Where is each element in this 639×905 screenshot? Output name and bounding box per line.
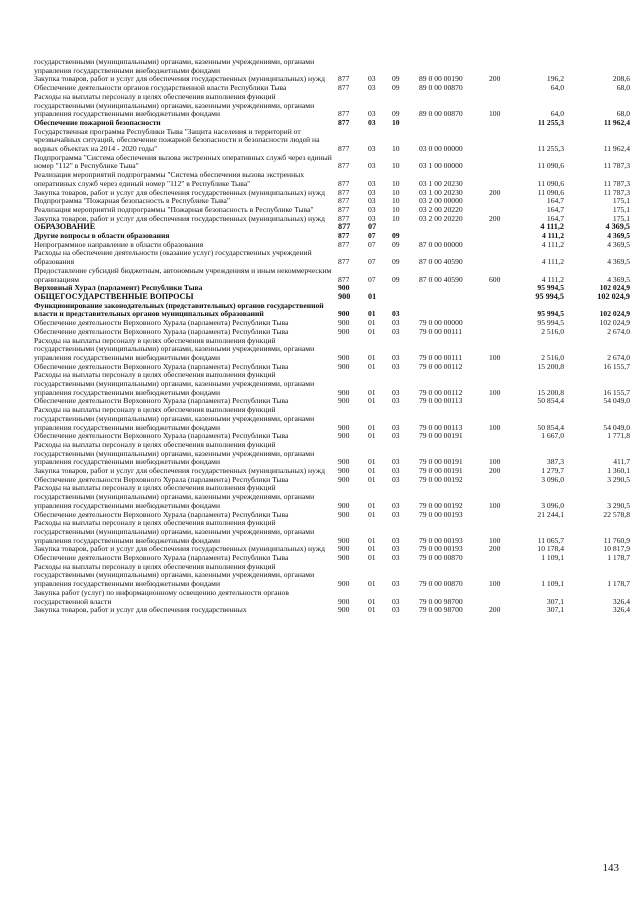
dept-code-cell: 877 (338, 222, 351, 232)
dept-code-cell: 877 (338, 74, 350, 84)
dept-code-cell: 900 (338, 431, 350, 441)
table-row (34, 371, 630, 397)
amount-year2-cell: 1 178,7 (607, 553, 630, 563)
row-name: Обеспечение деятельности органов государственной власти Республики Тыва (34, 83, 287, 93)
subsection-code-cell: 10 (392, 204, 400, 214)
section-code-cell: 01 (368, 309, 376, 319)
row-name: ОБРАЗОВАНИЕ (34, 222, 96, 232)
expense-type-cell: 100 (489, 422, 501, 432)
page-number: 143 (602, 862, 619, 874)
subsection-code-cell: 03 (392, 431, 400, 441)
dept-code-cell: 877 (338, 196, 350, 206)
amount-year1-cell: 1 109,1 (541, 579, 564, 589)
row-name: Реализация мероприятий подпрограммы "Пожарная безопасность в Республике Тыва" (34, 204, 314, 214)
target-article-cell: 79 0 00 00870 (419, 579, 463, 589)
dept-code-cell: 900 (338, 466, 350, 476)
section-code-cell: 01 (368, 422, 376, 432)
subsection-code-cell: 03 (392, 500, 400, 510)
subsection-code-cell: 10 (392, 187, 400, 197)
subsection-code-cell: 10 (392, 117, 400, 127)
row-name: Обеспечение деятельности Верховного Хурала (парламента) Республики Тыва (34, 431, 289, 441)
dept-code-cell: 900 (338, 605, 350, 615)
row-name: Подпрограмма "Пожарная безопасность в Республике Тыва" (34, 196, 230, 206)
section-code-cell: 01 (368, 431, 376, 441)
section-code-cell: 03 (368, 109, 376, 119)
dept-code-cell: 877 (338, 257, 350, 267)
subsection-code-cell: 10 (392, 144, 400, 154)
amount-year1-cell: 11 090,6 (537, 178, 564, 188)
amount-year2-cell: 326,4 (612, 605, 630, 615)
amount-year2-cell: 22 578,8 (603, 509, 630, 519)
amount-year1-cell: 95 994,5 (537, 309, 564, 319)
expense-type-cell: 100 (489, 352, 501, 362)
dept-code-cell: 877 (338, 117, 350, 127)
section-code-cell: 01 (368, 361, 376, 371)
amount-year1-cell: 164,7 (546, 204, 564, 214)
row-name: Расходы на выплаты персоналу в целях обеспечения выполнения функций государственными (муниципальными) органами, казенными учреждениями, органами управления государственными внебюджетными фондами (34, 483, 315, 510)
section-code-cell: 01 (368, 352, 376, 362)
target-article-cell: 03 1 00 20230 (419, 178, 463, 188)
row-name: Другие вопросы в области образования (34, 231, 170, 241)
amount-year1-cell: 3 096,0 (541, 500, 564, 510)
amount-year2-cell: 175,1 (612, 204, 630, 214)
amount-year2-cell: 326,4 (612, 596, 630, 606)
dept-code-cell: 877 (338, 231, 350, 241)
dept-code-cell: 877 (338, 204, 350, 214)
target-article-cell: 03 1 00 20230 (419, 187, 463, 197)
row-name: Расходы на обеспечение деятельности (оказание услуг) государственных учреждений образования (34, 248, 312, 267)
subsection-code-cell: 03 (392, 318, 400, 328)
amount-year1-cell: 164,7 (546, 196, 564, 206)
amount-year1-cell: 50 854,4 (537, 422, 564, 432)
table-row (34, 519, 630, 545)
amount-year2-cell: 2 674,0 (607, 326, 630, 336)
dept-code-cell: 900 (338, 309, 350, 319)
amount-year1-cell: 50 854,4 (537, 396, 564, 406)
table-row (34, 606, 630, 615)
table-row (34, 441, 630, 467)
target-article-cell: 79 0 00 00113 (419, 396, 463, 406)
subsection-code-cell: 03 (392, 474, 400, 484)
amount-year2-cell: 54 049,0 (603, 422, 630, 432)
table-row (34, 128, 630, 154)
amount-year1-cell: 11 255,3 (537, 144, 564, 154)
amount-year2-cell: 208,6 (612, 74, 630, 84)
amount-year1-cell: 2 516,0 (541, 352, 564, 362)
table-row (34, 406, 630, 432)
subsection-code-cell: 10 (392, 161, 400, 171)
subsection-code-cell: 03 (392, 457, 400, 467)
dept-code-cell: 900 (338, 387, 350, 397)
amount-year1-cell: 11 255,3 (537, 117, 564, 127)
amount-year2-cell: 11 760,9 (603, 535, 630, 545)
section-code-cell: 01 (368, 474, 376, 484)
target-article-cell: 79 0 00 00870 (419, 553, 463, 563)
row-name: Реализация мероприятий подпрограммы "Система обеспечения вызова экстренных оперативных служб через единый номер "112" в Республике Тыва" (34, 170, 305, 188)
subsection-code-cell: 03 (392, 309, 400, 319)
row-name: Верховный Хурал (парламент) Республики Тыва (34, 283, 203, 293)
section-code-cell: 03 (368, 144, 376, 154)
amount-year1-cell: 1 279,7 (541, 466, 564, 476)
subsection-code-cell: 10 (392, 178, 400, 188)
section-code-cell: 07 (368, 231, 376, 241)
dept-code-cell: 900 (338, 596, 350, 606)
expense-type-cell: 200 (489, 544, 501, 554)
target-article-cell: 79 0 00 98700 (419, 596, 463, 606)
subsection-code-cell: 03 (392, 466, 400, 476)
dept-code-cell: 877 (338, 83, 350, 93)
row-name: Предоставление субсидий бюджетным, автономным учреждениям и иным некоммерческим организациям (34, 265, 332, 284)
row-name: Закупка работ (услуг) по информационному освещению деятельности органов государственной власти (34, 587, 289, 606)
target-article-cell: 79 0 00 98700 (419, 605, 463, 615)
amount-year1-cell: 307,1 (546, 605, 564, 615)
amount-year2-cell: 4 369,5 (607, 239, 630, 249)
target-article-cell: 87 0 00 40590 (419, 274, 463, 284)
dept-code-cell: 900 (338, 579, 350, 589)
row-name: Непрограммное направление в области образования (34, 239, 204, 249)
dept-code-cell: 900 (338, 283, 350, 293)
row-name: Обеспечение деятельности Верховного Хурала (парламента) Республики Тыва (34, 361, 289, 371)
dept-code-cell: 900 (338, 422, 350, 432)
section-code-cell: 03 (368, 196, 376, 206)
amount-year2-cell: 102 024,9 (597, 291, 630, 301)
budget-table (34, 58, 630, 615)
target-article-cell: 03 0 00 00000 (419, 144, 463, 154)
amount-year2-cell: 102 024,9 (599, 318, 630, 328)
section-code-cell: 01 (368, 509, 376, 519)
expense-type-cell: 200 (489, 605, 501, 615)
amount-year2-cell: 16 155,7 (603, 387, 630, 397)
section-code-cell: 01 (368, 457, 376, 467)
row-name: Обеспечение деятельности Верховного Хурала (парламента) Республики Тыва (34, 318, 289, 328)
target-article-cell: 03 2 00 20220 (419, 213, 463, 223)
subsection-code-cell: 03 (392, 326, 400, 336)
target-article-cell: 87 0 00 00000 (419, 239, 463, 249)
section-code-cell: 07 (368, 274, 376, 284)
amount-year2-cell: 11 962,4 (603, 144, 630, 154)
dept-code-cell: 900 (338, 361, 350, 371)
table-row (34, 58, 630, 75)
dept-code-cell: 900 (338, 318, 350, 328)
amount-year2-cell: 102 024,9 (599, 283, 630, 293)
section-code-cell: 07 (368, 222, 377, 232)
amount-year1-cell: 1 667,0 (541, 431, 564, 441)
amount-year2-cell: 1 178,7 (607, 579, 630, 589)
row-name: Расходы на выплаты персоналу в целях обеспечения выполнения функций государственными (муниципальными) органами, казенными учреждениями, органами управления государственными внебюджетными фондами (34, 335, 315, 362)
amount-year1-cell: 10 178,4 (537, 544, 564, 554)
row-name: Закупка товаров, работ и услуг для обеспечения государственных (муниципальных) нужд (34, 544, 325, 554)
row-name: Закупка товаров, работ и услуг для обеспечения государственных (муниципальных) нужд (34, 74, 325, 84)
amount-year1-cell: 387,3 (546, 457, 564, 467)
amount-year2-cell: 175,1 (612, 213, 630, 223)
amount-year1-cell: 164,7 (546, 213, 564, 223)
subsection-code-cell: 03 (392, 553, 400, 563)
table-row (34, 484, 630, 510)
row-name: Расходы на выплаты персоналу в целях обеспечения выполнения функций государственными (муниципальными) органами, казенными учреждениями, органами управления государственными внебюджетными фондами (34, 518, 315, 545)
amount-year1-cell: 11 090,6 (537, 187, 564, 197)
table-row (34, 267, 630, 284)
dept-code-cell: 877 (338, 109, 350, 119)
amount-year1-cell: 1 109,1 (541, 553, 564, 563)
table-row (34, 154, 630, 171)
target-article-cell: 79 0 00 00191 (419, 457, 463, 467)
amount-year1-cell: 196,2 (546, 74, 564, 84)
amount-year2-cell: 54 049,0 (603, 396, 630, 406)
section-code-cell: 03 (368, 178, 376, 188)
amount-year2-cell: 10 817,9 (603, 544, 630, 554)
section-code-cell: 01 (368, 387, 376, 397)
subsection-code-cell: 03 (392, 361, 400, 371)
dept-code-cell: 877 (338, 213, 350, 223)
table-row (34, 563, 630, 589)
section-code-cell: 01 (368, 318, 376, 328)
target-article-cell: 79 0 00 00193 (419, 535, 463, 545)
amount-year2-cell: 1 771,8 (607, 431, 630, 441)
amount-year2-cell: 3 290,5 (607, 500, 630, 510)
amount-year2-cell: 4 369,5 (607, 274, 630, 284)
expense-type-cell: 100 (489, 579, 501, 589)
section-code-cell: 01 (368, 553, 376, 563)
section-code-cell: 01 (368, 544, 376, 554)
expense-type-cell: 200 (489, 187, 501, 197)
row-name: Закупка товаров, работ и услуг для обеспечения государственных (муниципальных) нужд (34, 466, 325, 476)
target-article-cell: 79 0 00 00112 (419, 387, 463, 397)
section-code-cell: 01 (368, 291, 377, 301)
expense-type-cell: 100 (489, 535, 501, 545)
table-row (34, 302, 630, 319)
section-code-cell: 01 (368, 579, 376, 589)
row-name: ОБЩЕГОСУДАРСТВЕННЫЕ ВОПРОСЫ (34, 291, 194, 301)
amount-year2-cell: 11 787,3 (603, 187, 630, 197)
amount-year2-cell: 411,7 (613, 457, 630, 467)
section-code-cell: 03 (368, 161, 376, 171)
amount-year1-cell: 64,0 (550, 83, 564, 93)
section-code-cell: 01 (368, 326, 376, 336)
expense-type-cell: 100 (489, 387, 501, 397)
subsection-code-cell: 03 (392, 544, 400, 554)
table-row (34, 589, 630, 606)
row-name: Государственная программа Республики Тыва "Защита населения и территорий от чрезвычайных ситуаций, обеспечение пожарной безопасности и безопасности людей на водных объектах на 2014 - 2020 годы" (34, 126, 320, 154)
section-code-cell: 01 (368, 596, 376, 606)
dept-code-cell: 877 (338, 187, 350, 197)
subsection-code-cell: 03 (392, 579, 400, 589)
subsection-code-cell: 03 (392, 596, 400, 606)
amount-year1-cell: 307,1 (546, 596, 564, 606)
dept-code-cell: 877 (338, 274, 350, 284)
amount-year2-cell: 4 369,5 (605, 222, 630, 232)
target-article-cell: 03 2 00 00000 (419, 196, 463, 206)
section-code-cell: 03 (368, 74, 376, 84)
amount-year1-cell: 4 111,2 (542, 231, 564, 241)
subsection-code-cell: 03 (392, 422, 400, 432)
amount-year1-cell: 95 994,5 (537, 283, 564, 293)
expense-type-cell: 200 (489, 213, 501, 223)
expense-type-cell: 200 (489, 466, 501, 476)
section-code-cell: 03 (368, 213, 376, 223)
section-code-cell: 07 (368, 257, 376, 267)
target-article-cell: 79 0 00 00111 (419, 326, 463, 336)
row-name: Обеспечение деятельности Верховного Хурала (парламента) Республики Тыва (34, 326, 289, 336)
section-code-cell: 03 (368, 117, 376, 127)
amount-year1-cell: 4 111,2 (541, 239, 564, 249)
row-name: Расходы на выплаты персоналу в целях обеспечения выполнения функций государственными (муниципальными) органами, казенными учреждениями, органами управления государственными внебюджетными фондами (34, 405, 315, 432)
section-code-cell: 03 (368, 187, 376, 197)
section-code-cell: 01 (368, 500, 376, 510)
target-article-cell: 79 0 00 00192 (419, 500, 463, 510)
target-article-cell: 79 0 00 00191 (419, 466, 463, 476)
dept-code-cell: 900 (338, 553, 350, 563)
dept-code-cell: 900 (338, 535, 350, 545)
target-article-cell: 79 0 00 00113 (419, 422, 463, 432)
amount-year2-cell: 68,0 (616, 109, 630, 119)
subsection-code-cell: 10 (392, 213, 400, 223)
subsection-code-cell: 09 (392, 257, 400, 267)
subsection-code-cell: 03 (392, 605, 400, 615)
subsection-code-cell: 09 (392, 274, 400, 284)
dept-code-cell: 900 (338, 396, 350, 406)
amount-year1-cell: 11 065,7 (537, 535, 564, 545)
section-code-cell: 03 (368, 204, 376, 214)
table-row (34, 249, 630, 266)
amount-year1-cell: 64,0 (550, 109, 564, 119)
subsection-code-cell: 03 (392, 387, 400, 397)
amount-year2-cell: 3 290,5 (607, 474, 630, 484)
row-name: Обеспечение пожарной безопасности (34, 117, 161, 127)
row-name: Обеспечение деятельности Верховного Хурала (парламента) Республики Тыва (34, 509, 289, 519)
expense-type-cell: 100 (489, 109, 501, 119)
row-name: Закупка товаров, работ и услуг для обеспечения государственных (муниципальных) нужд (34, 187, 325, 197)
row-name: Закупка товаров, работ и услуг для обеспечения государственных (муниципальных) нужд (34, 213, 325, 223)
amount-year1-cell: 21 244,1 (537, 509, 564, 519)
expense-type-cell: 100 (489, 457, 501, 467)
amount-year2-cell: 1 360,1 (607, 466, 630, 476)
expense-type-cell: 600 (489, 274, 501, 284)
target-article-cell: 79 0 00 00000 (419, 318, 463, 328)
target-article-cell: 89 0 00 00870 (419, 109, 463, 119)
dept-code-cell: 900 (338, 352, 350, 362)
section-code-cell: 01 (368, 396, 376, 406)
target-article-cell: 79 0 00 00112 (419, 361, 463, 371)
amount-year1-cell: 4 111,2 (541, 257, 564, 267)
row-name: Расходы на выплаты персоналу в целях обеспечения выполнения функций государственными (муниципальными) органами, казенными учреждениями, органами управления государственными внебюджетными фондами (34, 370, 315, 397)
dept-code-cell: 900 (338, 544, 350, 554)
dept-code-cell: 900 (338, 326, 350, 336)
dept-code-cell: 877 (338, 239, 350, 249)
dept-code-cell: 900 (338, 509, 350, 519)
amount-year2-cell: 175,1 (612, 196, 630, 206)
target-article-cell: 89 0 00 00190 (419, 74, 463, 84)
dept-code-cell: 877 (338, 161, 350, 171)
subsection-code-cell: 03 (392, 352, 400, 362)
amount-year1-cell: 11 090,6 (537, 161, 564, 171)
amount-year1-cell: 3 096,0 (541, 474, 564, 484)
subsection-code-cell: 09 (392, 109, 400, 119)
dept-code-cell: 877 (338, 144, 350, 154)
row-name: Расходы на выплаты персоналу в целях обеспечения выполнения функций государственными (муниципальными) органами, казенными учреждениями, органами управления государственными внебюджетными фондами (34, 561, 315, 589)
row-name: Обеспечение деятельности Верховного Хурала (парламента) Республики Тыва (34, 396, 289, 406)
amount-year2-cell: 68,0 (616, 83, 630, 93)
target-article-cell: 79 0 00 00111 (419, 352, 463, 362)
subsection-code-cell: 03 (392, 396, 400, 406)
row-name: Расходы на выплаты персоналу в целях обеспечения выполнения функций государственными (муниципальными) органами, казенными учреждениями, органами управления государственными внебюджетными фондами (34, 439, 315, 467)
amount-year2-cell: 11 787,3 (603, 178, 630, 188)
row-name: Закупка товаров, работ и услуг для обеспечения государственных (34, 605, 247, 615)
amount-year1-cell: 4 111,2 (541, 274, 564, 284)
table-row (34, 337, 630, 363)
dept-code-cell: 900 (338, 457, 350, 467)
subsection-code-cell: 09 (392, 231, 400, 241)
dept-code-cell: 877 (338, 178, 350, 188)
amount-year1-cell: 15 200,8 (537, 361, 564, 371)
dept-code-cell: 900 (338, 291, 351, 301)
section-code-cell: 03 (368, 83, 376, 93)
table-row (34, 93, 630, 119)
section-code-cell: 01 (368, 535, 376, 545)
target-article-cell: 87 0 00 40590 (419, 257, 463, 267)
amount-year2-cell: 4 369,5 (607, 257, 630, 267)
section-code-cell: 01 (368, 466, 376, 476)
amount-year2-cell: 4 369,5 (607, 231, 630, 241)
row-name: Функционирование законодательных (представительных) органов государственной власти и представительных органов муниципальных образований (34, 300, 324, 319)
target-article-cell: 89 0 00 00870 (419, 83, 463, 93)
target-article-cell: 03 2 00 20220 (419, 204, 463, 214)
amount-year2-cell: 11 787,3 (603, 161, 630, 171)
subsection-code-cell: 03 (392, 535, 400, 545)
subsection-code-cell: 09 (392, 83, 400, 93)
target-article-cell: 79 0 00 00192 (419, 474, 463, 484)
target-article-cell: 79 0 00 00193 (419, 509, 463, 519)
row-name: Обеспечение деятельности Верховного Хурала (парламента) Республики Тыва (34, 553, 289, 563)
row-name: Подпрограмма "Система обеспечения вызова экстренных оперативных служб через единый номер "112" в Республике Тыва" (34, 152, 332, 171)
row-name: Расходы на выплаты персоналу в целях обеспечения выполнения функций государственными (муниципальными) органами, казенными учреждениями, органами управления государственными внебюджетными фондами (34, 91, 315, 119)
subsection-code-cell: 09 (392, 74, 400, 84)
amount-year2-cell: 102 024,9 (599, 309, 630, 319)
row-name: Обеспечение деятельности Верховного Хурала (парламента) Республики Тыва (34, 474, 289, 484)
dept-code-cell: 900 (338, 500, 350, 510)
expense-type-cell: 200 (489, 74, 501, 84)
target-article-cell: 79 0 00 00191 (419, 431, 463, 441)
target-article-cell: 03 1 00 00000 (419, 161, 463, 171)
amount-year1-cell: 2 516,0 (541, 326, 564, 336)
row-name: государственными (муниципальными) органами, казенными учреждениями, органами управления государственными внебюджетными фондами (34, 57, 315, 75)
amount-year2-cell: 11 962,4 (603, 117, 630, 127)
section-code-cell: 01 (368, 605, 376, 615)
amount-year1-cell: 95 994,5 (537, 318, 564, 328)
target-article-cell: 79 0 00 00193 (419, 544, 463, 554)
amount-year1-cell: 15 200,8 (537, 387, 564, 397)
table-row (34, 171, 630, 188)
amount-year2-cell: 2 674,0 (607, 352, 630, 362)
section-code-cell: 07 (368, 239, 376, 249)
amount-year2-cell: 16 155,7 (603, 361, 630, 371)
dept-code-cell: 900 (338, 474, 350, 484)
amount-year1-cell: 95 994,5 (535, 291, 564, 301)
expense-type-cell: 100 (489, 500, 501, 510)
amount-year1-cell: 4 111,2 (540, 222, 564, 232)
subsection-code-cell: 03 (392, 509, 400, 519)
subsection-code-cell: 10 (392, 196, 400, 206)
subsection-code-cell: 09 (392, 239, 400, 249)
